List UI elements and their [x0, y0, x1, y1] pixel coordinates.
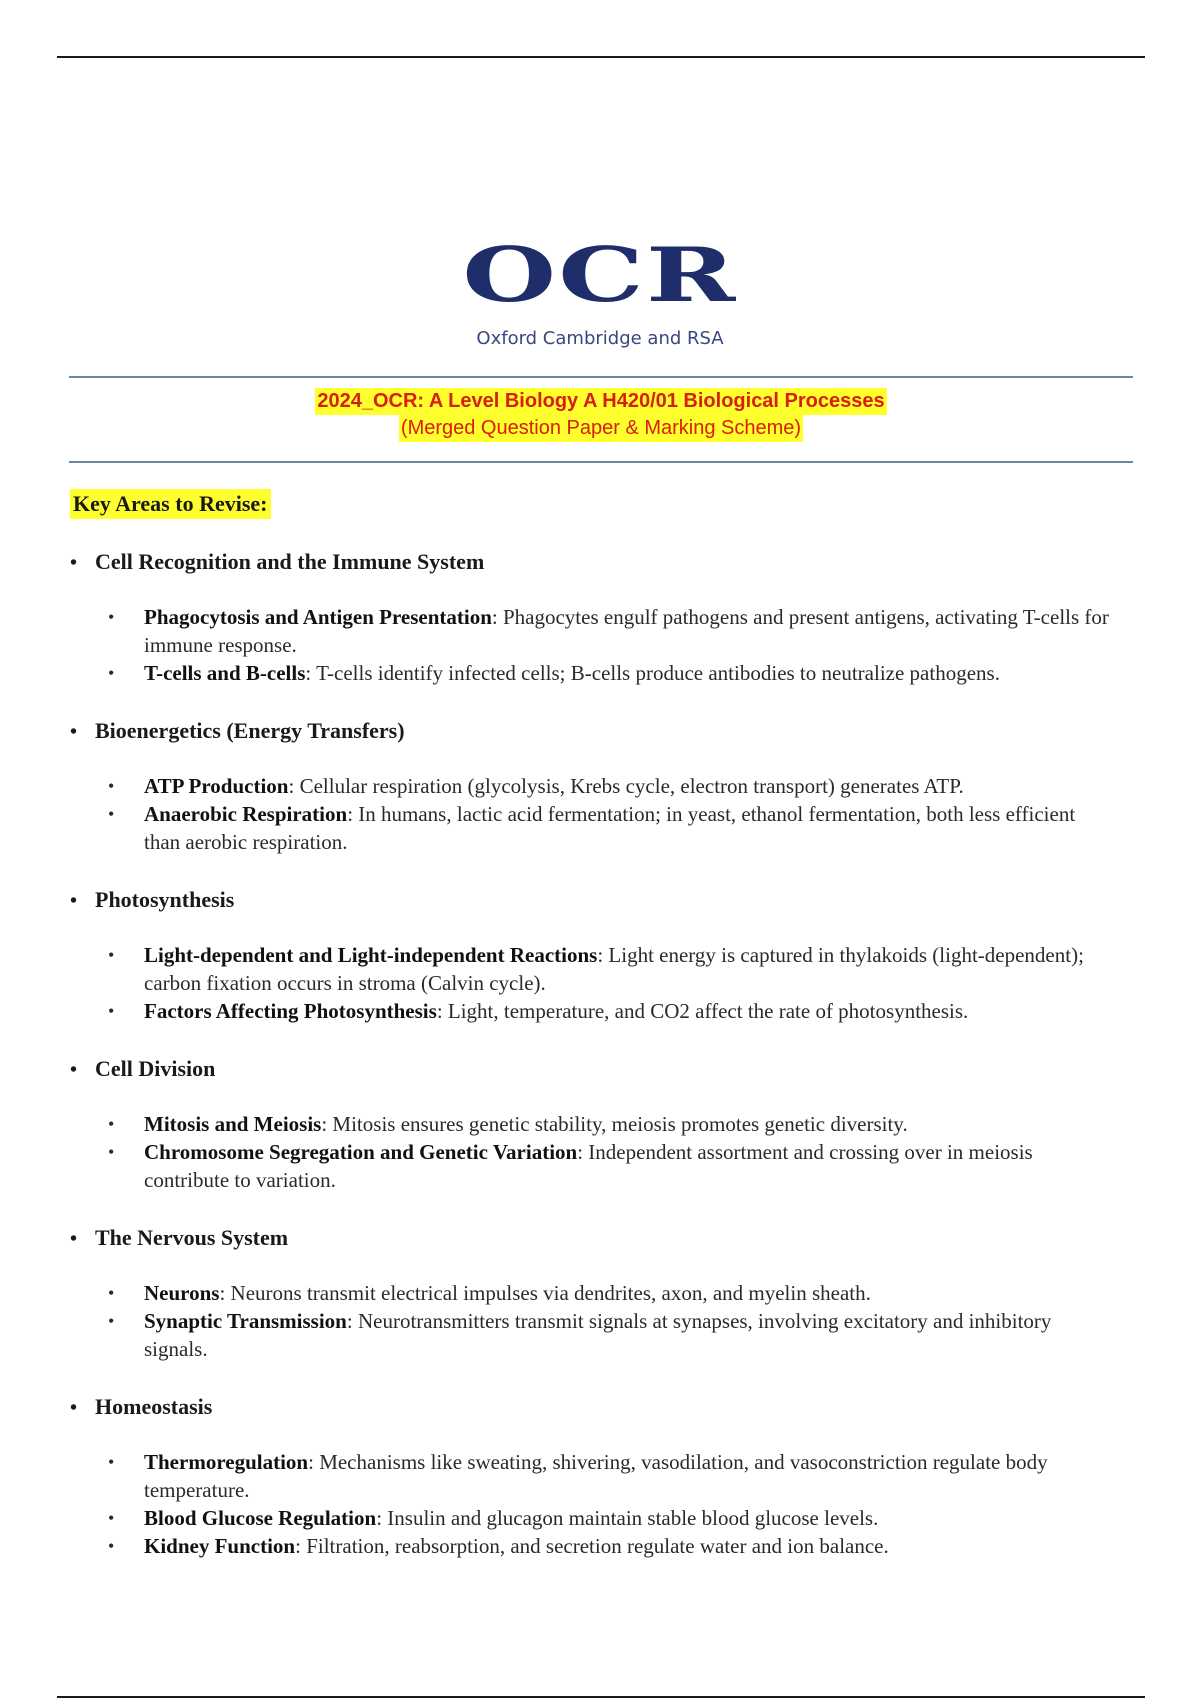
- bullet-icon: •: [108, 1114, 115, 1134]
- page-top-rule: [57, 56, 1145, 58]
- bullet-icon: •: [70, 1397, 78, 1419]
- bullet-icon: •: [70, 1059, 78, 1081]
- section-heading: Cell Division: [95, 1056, 216, 1081]
- list-item: [70, 1279, 1130, 1307]
- list-item: [70, 1110, 1130, 1138]
- title-line-2: (Merged Question Paper & Marking Scheme): [399, 415, 803, 442]
- bullet-icon: •: [108, 1142, 115, 1162]
- section-bioenergetics: [70, 717, 1130, 856]
- list-item: [70, 800, 1130, 856]
- title-line-1: 2024_OCR: A Level Biology A H420/01 Biological Processes: [315, 388, 886, 415]
- bullet-icon: •: [108, 1311, 115, 1331]
- section-cell-recognition: [70, 548, 1130, 687]
- title-rule-top: [69, 376, 1133, 378]
- item-text: : Mechanisms like sweating, shivering, vasodilation, and vasoconstriction regulate body temperature.: [144, 1450, 1048, 1502]
- bullet-icon: •: [108, 607, 115, 627]
- item-term: Chromosome Segregation and Genetic Variation: [144, 1140, 578, 1164]
- list-item: [70, 1307, 1130, 1363]
- section-photosynthesis: [70, 886, 1130, 1025]
- item-term: T-cells and B-cells: [144, 661, 306, 685]
- section-heading: Cell Recognition and the Immune System: [95, 549, 485, 574]
- item-term: Blood Glucose Regulation: [144, 1506, 377, 1530]
- list-item: [70, 772, 1130, 800]
- section-homeostasis: [70, 1393, 1130, 1560]
- list-item: [70, 659, 1130, 687]
- document-title: [69, 388, 1133, 442]
- item-text: : Mitosis ensures genetic stability, meiosis promotes genetic diversity.: [321, 1112, 908, 1136]
- item-text: : Insulin and glucagon maintain stable blood glucose levels.: [376, 1506, 879, 1530]
- bullet-icon: •: [108, 1536, 115, 1556]
- section-heading: Photosynthesis: [95, 887, 235, 912]
- section-heading: Homeostasis: [95, 1394, 213, 1419]
- bullet-icon: •: [70, 552, 78, 574]
- bullet-icon: •: [70, 890, 78, 912]
- item-text: : Phagocytes engulf pathogens and present antigens, activating T-cells for immune response.: [144, 605, 1109, 657]
- list-item: [70, 1532, 1130, 1560]
- item-text: : Independent assortment and crossing over in meiosis contribute to variation.: [144, 1140, 1033, 1192]
- revision-sections: [70, 548, 1130, 1590]
- ocr-logo: [450, 230, 750, 349]
- item-term: Phagocytosis and Antigen Presentation: [144, 605, 492, 629]
- bullet-icon: •: [108, 1001, 115, 1021]
- item-text: : Cellular respiration (glycolysis, Krebs cycle, electron transport) generates ATP.: [288, 774, 964, 798]
- bullet-icon: •: [108, 945, 115, 965]
- item-text: : Light, temperature, and CO2 affect the rate of photosynthesis.: [436, 999, 969, 1023]
- bullet-icon: •: [108, 1508, 115, 1528]
- bullet-icon: •: [108, 804, 115, 824]
- item-term: Kidney Function: [144, 1534, 296, 1558]
- item-term: Synaptic Transmission: [144, 1309, 347, 1333]
- item-text: : Neurons transmit electrical impulses via dendrites, axon, and myelin sheath.: [219, 1281, 871, 1305]
- item-text: : Neurotransmitters transmit signals at synapses, involving excitatory and inhibitory signals.: [144, 1309, 1052, 1361]
- item-term: Mitosis and Meiosis: [144, 1112, 322, 1136]
- item-term: Neurons: [144, 1281, 220, 1305]
- item-term: Thermoregulation: [144, 1450, 309, 1474]
- item-term: Light-dependent and Light-independent Reactions: [144, 943, 598, 967]
- item-text: : Filtration, reabsorption, and secretion regulate water and ion balance.: [295, 1534, 889, 1558]
- list-item: [70, 1138, 1130, 1194]
- item-term: Anaerobic Respiration: [144, 802, 348, 826]
- page-bottom-rule: [57, 1696, 1145, 1698]
- logo-subtitle: Oxford Cambridge and RSA: [476, 328, 724, 349]
- section-cell-division: [70, 1055, 1130, 1194]
- title-rule-bottom: [69, 461, 1133, 463]
- list-item: [70, 997, 1130, 1025]
- item-text: : T-cells identify infected cells; B-cells produce antibodies to neutralize pathogens.: [305, 661, 1000, 685]
- bullet-icon: •: [108, 1283, 115, 1303]
- section-nervous-system: [70, 1224, 1130, 1363]
- key-areas-heading: Key Areas to Revise:: [70, 489, 271, 519]
- bullet-icon: •: [108, 663, 115, 683]
- list-item: [70, 1448, 1130, 1504]
- bullet-icon: •: [70, 721, 78, 743]
- bullet-icon: •: [108, 1452, 115, 1472]
- list-item: [70, 603, 1130, 659]
- section-heading: Bioenergetics (Energy Transfers): [95, 718, 405, 743]
- list-item: [70, 1504, 1130, 1532]
- item-term: ATP Production: [144, 774, 289, 798]
- item-text: : Light energy is captured in thylakoids (light-dependent); carbon fixation occurs in stroma (Calvin cycle).: [144, 943, 1084, 995]
- list-item: [70, 941, 1130, 997]
- bullet-icon: •: [70, 1228, 78, 1250]
- item-text: : In humans, lactic acid fermentation; in yeast, ethanol fermentation, both less efficient than aerobic respiration.: [144, 802, 1076, 854]
- item-term: Factors Affecting Photosynthesis: [144, 999, 437, 1023]
- logo-mark: OCR: [462, 230, 738, 320]
- section-heading: The Nervous System: [95, 1225, 289, 1250]
- bullet-icon: •: [108, 776, 115, 796]
